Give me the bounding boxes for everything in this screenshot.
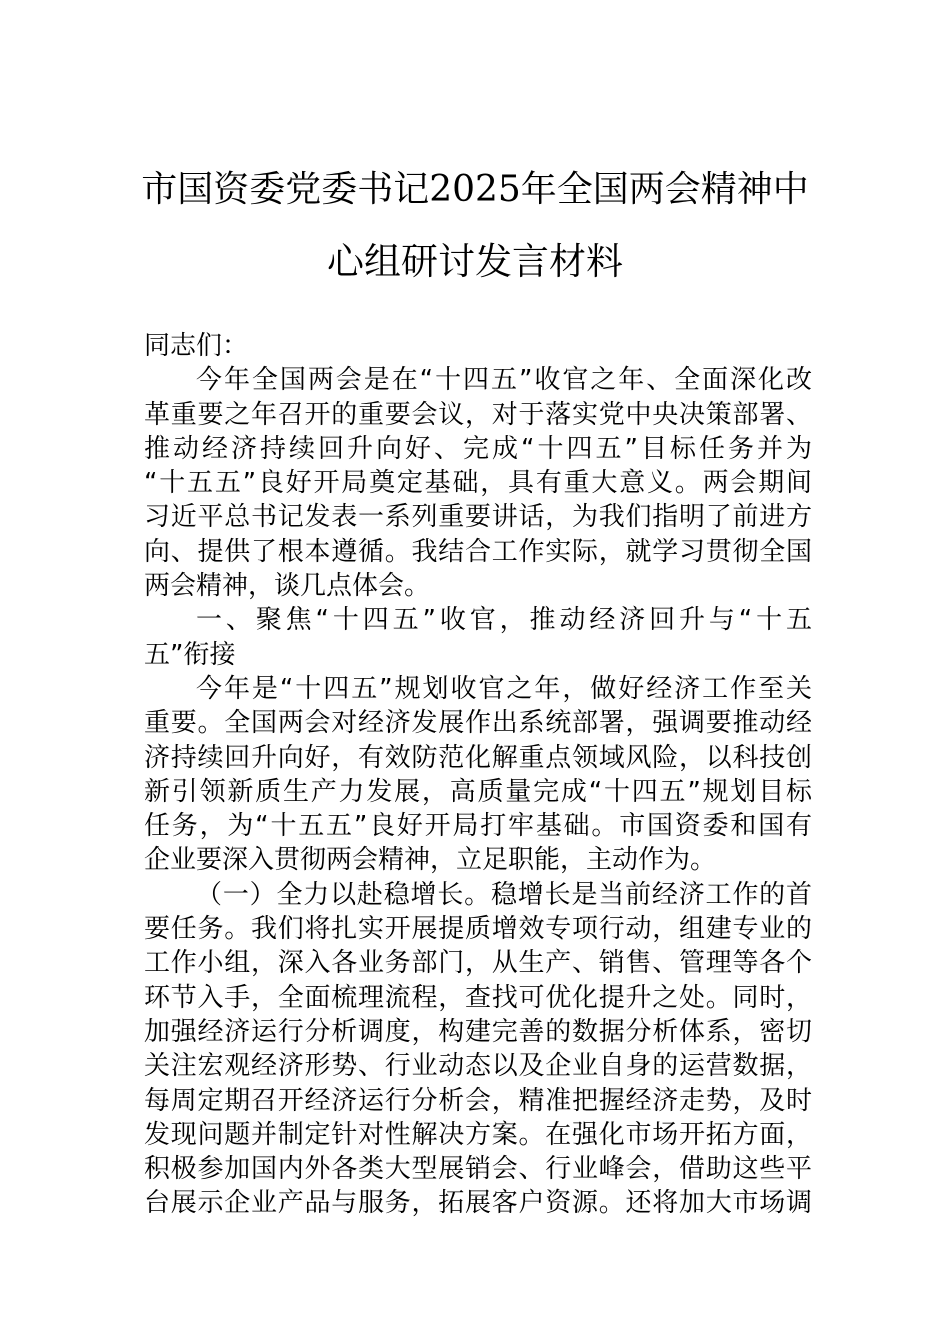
body-text-line: 重要。全国两会对经济发展作出系统部署，强调要推动经 [144,708,812,739]
body-text-line: 两会精神，谈几点体会。 [144,571,431,602]
body-text-line: 任务，为“十五五”良好开局打牢基础。市国资委和国有 [144,811,812,842]
body-text-line: “十五五”良好开局奠定基础，具有重大意义。两会期间 [144,468,812,499]
body-text-line: 今年是“十四五”规划收官之年，做好经济工作至关 [196,673,812,704]
document-title-line-2: 心组研讨发言材料 [327,240,623,283]
body-text-line: 环节入手，全面梳理流程，查找可优化提升之处。同时， [144,982,812,1013]
body-text-line: 今年全国两会是在“十四五”收官之年、全面深化改 [196,365,812,396]
body-text-line: 济持续回升向好，有效防范化解重点领域风险，以科技创 [144,742,812,773]
body-text-line: 推动经济持续回升向好、完成“十四五”目标任务并为 [144,433,812,464]
body-text-line: 积极参加国内外各类大型展销会、行业峰会，借助这些平 [144,1154,812,1185]
body-text-line: 发现问题并制定针对性解决方案。在强化市场开拓方面， [144,1119,812,1150]
body-text-line: （一）全力以赴稳增长。稳增长是当前经济工作的首 [196,879,812,910]
body-text-line: 向、提供了根本遵循。我结合工作实际，就学习贯彻全国 [144,536,812,567]
body-text-line: 企业要深入贯彻两会精神，立足职能，主动作为。 [144,845,717,876]
body-text-line: 五”衔接 [144,639,236,670]
body-text-line: 每周定期召开经济运行分析会，精准把握经济走势，及时 [144,1085,812,1116]
body-text-line: 加强经济运行分析调度，构建完善的数据分析体系，密切 [144,1016,812,1047]
body-text-line: 台展示企业产品与服务，拓展客户资源。还将加大市场调 [144,1188,812,1219]
body-text-line: 革重要之年召开的重要会议，对于落实党中央决策部署、 [144,399,812,430]
body-text-line: 新引领新质生产力发展，高质量完成“十四五”规划目标 [144,776,812,807]
body-text-line: 关注宏观经济形势、行业动态以及企业自身的运营数据， [144,1051,812,1082]
document-title-line-1: 市国资委党委书记2025年全国两会精神中 [141,169,809,210]
body-text-line: 要任务。我们将扎实开展提质增效专项行动，组建专业的 [144,914,812,945]
document-body [144,329,812,1221]
body-text-line: 一、聚焦“十四五”收官，推动经济回升与“十五 [196,605,812,636]
body-text-line: 习近平总书记发表一系列重要讲话，为我们指明了前进方 [144,502,812,533]
body-text-line: 同志们： [144,331,249,361]
body-text-line: 工作小组，深入各业务部门，从生产、销售、管理等各个 [144,948,812,979]
